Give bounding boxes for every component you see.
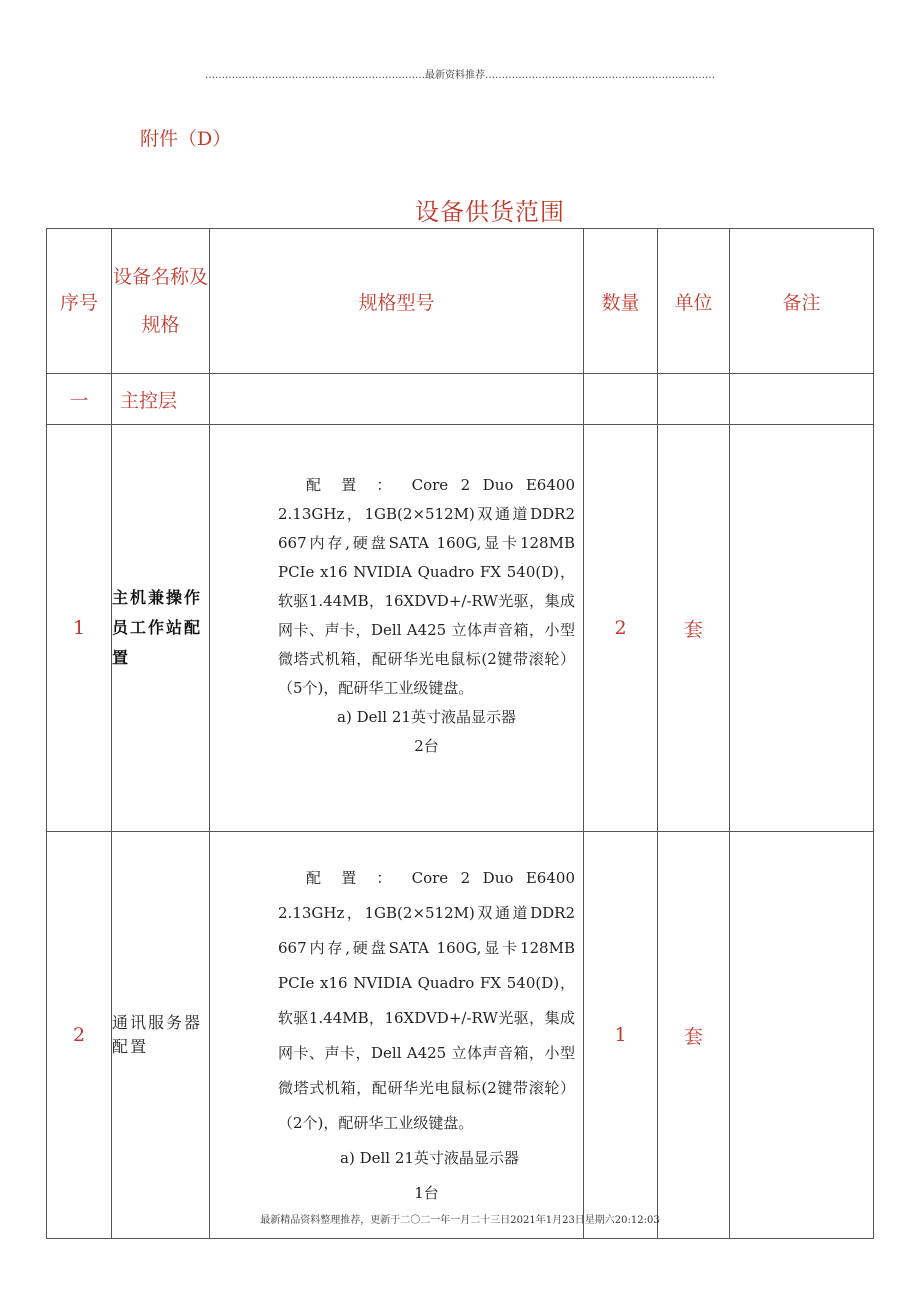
spec-text: 配 置 ： Core 2 Duo E6400 2.13GHz，1GB(2×512M)双通道DDR2 667内存,硬盘SATA 160G,显卡128MB PCIe x16 NVIDIA Quadro FX 540(D)，软驱1.44MB，16XDVD+/-RW光驱，集成网卡、声卡，Dell A425 立体声音箱，小型微塔式机箱，配研华光电鼠标(2键带滚轮）（5个)，配研华工业级键盘。 — [278, 476, 575, 697]
monitor-quantity: 2台 — [414, 737, 439, 755]
quantity-cell: 2 — [584, 425, 658, 832]
equipment-name: 通讯服务器配置 — [112, 832, 210, 1239]
header-equipment-name: 设备名称及规格 — [112, 229, 210, 374]
section-row — [47, 374, 874, 425]
table-header-row — [47, 229, 874, 374]
page-footer: 最新精品资料整理推荐，更新于二〇二一年一月二十三日2021年1月23日星期六20:12:03 — [260, 1215, 660, 1226]
section-number: 一 — [47, 374, 112, 425]
spec-cell — [210, 425, 584, 832]
unit-cell: 套 — [658, 832, 730, 1239]
monitor-line: a) Dell 21英寸液晶显示器 — [337, 708, 516, 726]
attachment-label: 附件（D） — [140, 128, 232, 150]
table-row — [47, 425, 874, 832]
quantity-cell: 1 — [584, 832, 658, 1239]
row-number: 2 — [47, 832, 112, 1239]
header-quantity: 数量 — [584, 229, 658, 374]
table-row — [47, 832, 874, 1239]
monitor-line: a) Dell 21英寸液晶显示器 — [340, 1149, 519, 1167]
spec-text: 配 置 ： Core 2 Duo E6400 2.13GHz，1GB(2×512M)双通道DDR2 667内存,硬盘SATA 160G,显卡128MB PCIe x16 NVIDIA Quadro FX 540(D)，软驱1.44MB，16XDVD+/-RW光驱，集成网卡、声卡，Dell A425 立体声音箱，小型微塔式机箱，配研华光电鼠标(2键带滚轮）（2个)，配研华工业级键盘。 — [278, 869, 575, 1132]
section-name: 主控层 — [112, 374, 210, 425]
supply-scope-table — [46, 228, 874, 1239]
equipment-name: 主机兼操作员工作站配置 — [112, 425, 210, 832]
remark-cell — [730, 832, 874, 1239]
monitor-quantity: 1台 — [414, 1184, 439, 1202]
header-number: 序号 — [47, 229, 112, 374]
header-spec-model: 规格型号 — [210, 229, 584, 374]
document-title: 设备供货范围 — [415, 198, 565, 226]
row-number: 1 — [47, 425, 112, 832]
unit-cell: 套 — [658, 425, 730, 832]
remark-cell — [730, 425, 874, 832]
spec-cell — [210, 832, 584, 1239]
page-header: …………………………………………………………最新资料推荐…………………………………………………………… — [205, 70, 715, 81]
header-unit: 单位 — [658, 229, 730, 374]
header-remark: 备注 — [730, 229, 874, 374]
